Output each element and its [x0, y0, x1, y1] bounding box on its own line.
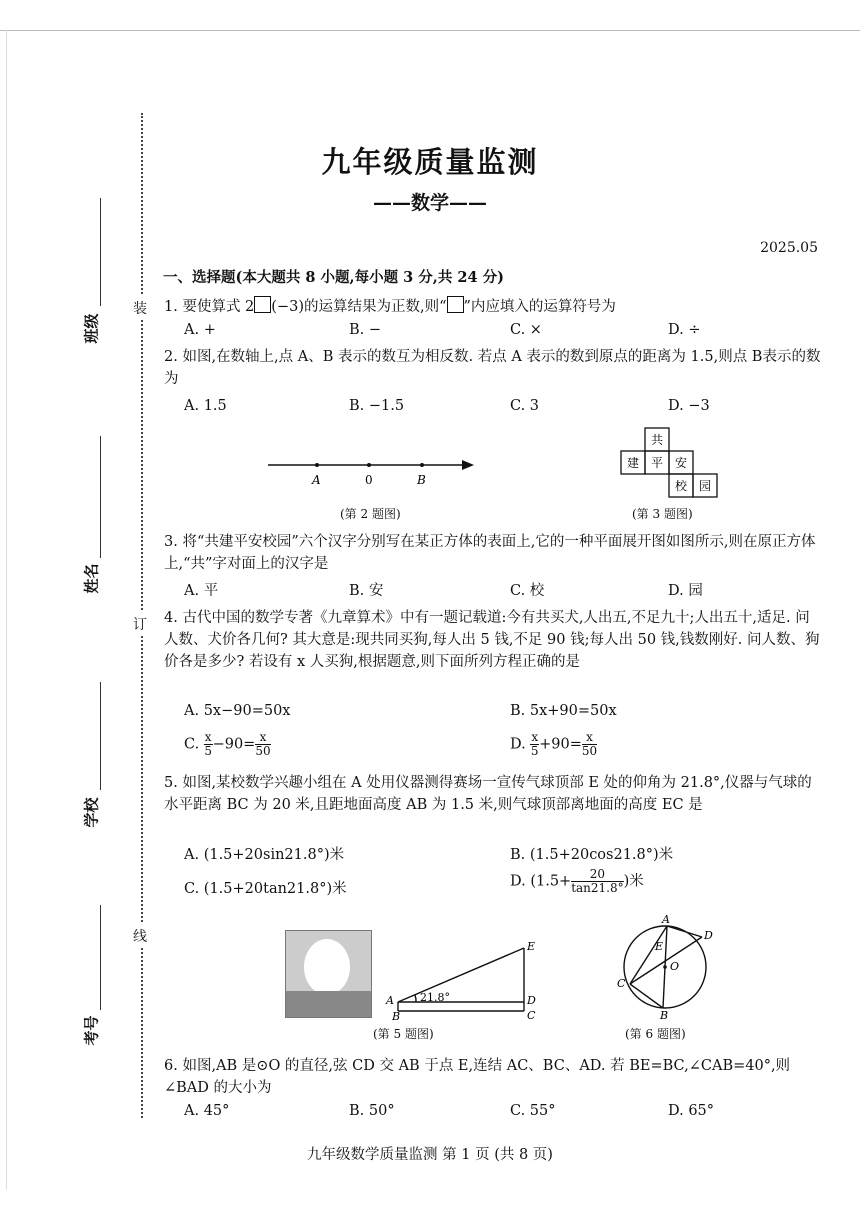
fig2-caption: (第 2 题图) [340, 507, 401, 521]
binding-mark-ding: 订 [133, 612, 147, 636]
question-6-stem: 6. 如图,AB 是⊙O 的直径,弦 CD 交 AB 于点 E,连结 AC、BC、AD. 若 BE=BC,∠CAB=40°,则∠BAD 的大小为 [164, 1058, 791, 1096]
svg-text:B: B [660, 1009, 669, 1022]
q4-option-a[interactable]: A. 5x−90=50x [184, 703, 291, 719]
net-cell: 平 [650, 456, 664, 470]
name-field[interactable] [100, 436, 101, 558]
q4-option-c[interactable]: C. $\frac{x}{5}$ −90= $\frac{x}{50}$ [184, 730, 271, 758]
question-3-stem: 3. 将“共建平安校园”六个汉字分别写在某正方体的表面上,它的一种平面展开图如图所示,则在原正方体上,“共”字对面上的汉字是 [164, 534, 816, 572]
q3-option-c[interactable]: C. 校 [510, 583, 545, 599]
exam-number-field[interactable] [100, 905, 101, 1010]
q3-option-a[interactable]: A. 平 [184, 583, 219, 599]
binding-mark-xian: 线 [133, 924, 147, 948]
blank-box [254, 296, 271, 313]
cube-net-figure [620, 426, 725, 498]
net-cell: 共 [650, 433, 664, 447]
q5-option-c[interactable]: C. (1.5+20tan21.8°)米 [184, 881, 347, 897]
q5-option-a[interactable]: A. (1.5+20sin21.8°)米 [184, 847, 345, 863]
class-label: 班级 [82, 313, 101, 344]
balloon-photo [285, 930, 372, 1018]
svg-text:C: C [617, 977, 626, 990]
question-4-stem: 4. 古代中国的数学专著《九章算术》中有一题记载道:今有共买犬,人出五,不足九十;人出五十,适足. 问人数、犬价各几何? 其大意是:现共同买狗,每人出 5 钱,不足 90 钱;每人出 50 钱,钱数刚好. 问人数、狗价各是多少? 若设有 x 人买狗,根据题意,则下面所列方程正确的是 [164, 610, 820, 670]
page-top-border [0, 30, 860, 31]
q2-option-d[interactable]: D. −3 [668, 398, 710, 414]
question-1-stem: 1. 要使算式 2 (−3)的运算结果为正数,则“ ”内应填入的运算符号为 [164, 296, 824, 318]
circle-figure [612, 912, 717, 1022]
q5-option-b[interactable]: B. (1.5+20cos21.8°)米 [510, 847, 674, 863]
elevation-triangle-figure [378, 938, 538, 1020]
exam-number-label: 考号 [82, 1015, 101, 1046]
label-a: A [312, 473, 321, 487]
school-field[interactable] [100, 682, 101, 790]
q1-option-d[interactable]: D. ÷ [668, 322, 701, 338]
q6-option-d[interactable]: D. 65° [668, 1103, 715, 1119]
q1-option-a[interactable]: A. + [184, 322, 216, 338]
q6-option-c[interactable]: C. 55° [510, 1103, 556, 1119]
q2-option-a[interactable]: A. 1.5 [184, 398, 227, 414]
svg-text:B: B [392, 1010, 401, 1020]
net-cell: 园 [698, 479, 712, 493]
section-heading: 一、选择题(本大题共 8 小题,每小题 3 分,共 24 分) [163, 269, 504, 286]
q5-option-d[interactable]: D. (1.5+ $\frac{20}{\tan 21.8^\circ}$ )米 [510, 867, 644, 895]
svg-text:A: A [386, 994, 394, 1007]
fig3-caption: (第 3 题图) [632, 507, 693, 521]
question-2-stem: 2. 如图,在数轴上,点 A、B 表示的数互为相反数. 若点 A 表示的数到原点的距离为 1.5,则点 B表示的数为 [164, 349, 821, 387]
q3-option-b[interactable]: B. 安 [349, 583, 384, 599]
svg-text:D: D [527, 994, 536, 1007]
fig6-caption: (第 6 题图) [625, 1027, 686, 1041]
q2-option-b[interactable]: B. −1.5 [349, 398, 405, 414]
page-footer: 九年级数学质量监测 第 1 页 (共 8 页) [307, 1147, 553, 1163]
number-line-figure [262, 452, 482, 492]
binding-mark-zhuang: 装 [133, 296, 147, 320]
blank-box [447, 296, 464, 313]
label-b: B [417, 473, 426, 487]
svg-text:E: E [655, 940, 664, 953]
q6-option-b[interactable]: B. 50° [349, 1103, 395, 1119]
q6-option-a[interactable]: A. 45° [184, 1103, 230, 1119]
question-5-stem: 5. 如图,某校数学兴趣小组在 A 处用仪器测得赛场一宣传气球顶部 E 处的仰角为 21.8°,仪器与气球的水平距离 BC 为 20 米,且距地面高度 AB 为 1.5 米,则气球顶部离地面的高度 EC 是 [164, 775, 812, 813]
q4-option-d[interactable]: D. $\frac{x}{5}$ +90= $\frac{x}{50}$ [510, 730, 598, 758]
page-subtitle: ——数学—— [372, 192, 487, 214]
label-zero: 0 [365, 473, 373, 487]
q3-option-d[interactable]: D. 园 [668, 583, 703, 599]
exam-date: 2025.05 [760, 240, 818, 256]
q2-option-c[interactable]: C. 3 [510, 398, 540, 414]
svg-text:A: A [662, 913, 670, 926]
net-cell: 建 [626, 456, 640, 470]
fig5-caption: (第 5 题图) [373, 1027, 434, 1041]
school-label: 学校 [82, 797, 101, 828]
svg-text:D: D [704, 929, 713, 942]
svg-text:C: C [527, 1009, 536, 1020]
angle-label: 21.8° [420, 991, 450, 1004]
net-cell: 校 [674, 479, 688, 493]
point-a-dot [315, 463, 319, 467]
q4-option-b[interactable]: B. 5x+90=50x [510, 703, 617, 719]
q1-option-b[interactable]: B. − [349, 322, 382, 338]
svg-text:E: E [527, 940, 536, 953]
name-label: 姓名 [82, 563, 101, 594]
svg-text:O: O [670, 960, 680, 973]
point-b-dot [420, 463, 424, 467]
page-title: 九年级质量监测 [321, 145, 539, 179]
origin-dot [367, 463, 371, 467]
net-cell: 安 [674, 456, 688, 470]
q1-option-c[interactable]: C. × [510, 322, 542, 338]
